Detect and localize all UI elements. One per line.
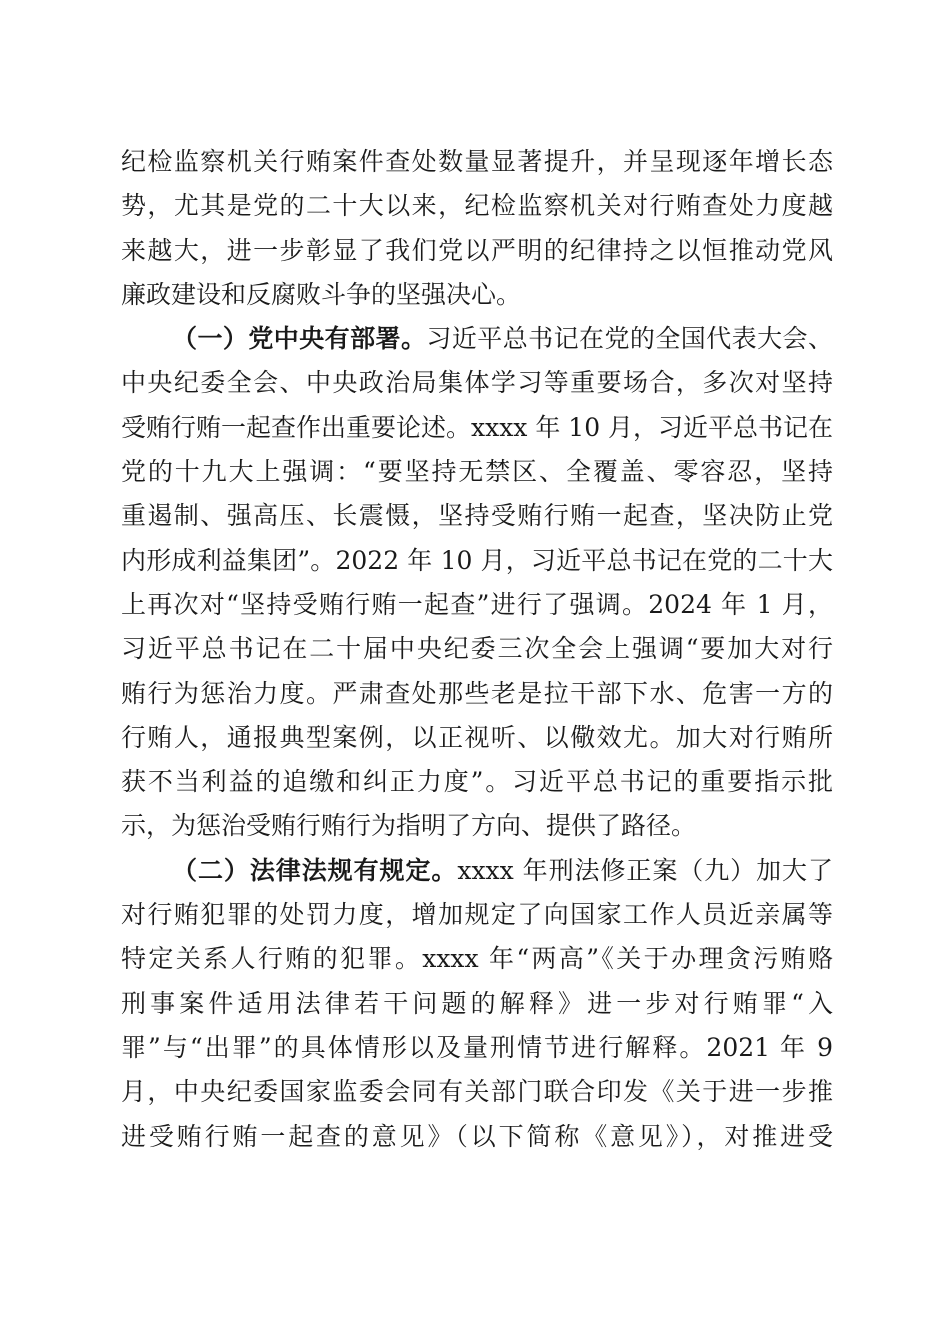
paragraph-laws-regulations: [121, 849, 833, 1159]
text-line: 受贿行贿一起查作出重要论述。xxxx 年 10 月，习近平总书记在: [121, 412, 833, 442]
text-line: 进受贿行贿一起查的意见》（以下简称《意见》），对推进受: [121, 1121, 833, 1151]
text-line: 廉政建设和反腐败斗争的坚强决心。: [121, 279, 522, 309]
text-line: [121, 317, 833, 361]
text-line: 内形成利益集团”。2022 年 10 月，习近平总书记在党的二十大: [121, 545, 833, 575]
text-line: 贿行为惩治力度。严肃查处那些老是拉干部下水、危害一方的: [121, 678, 833, 708]
section-heading-2: （二）法律法规有规定。: [172, 855, 458, 885]
text-line: 示，为惩治受贿行贿行为指明了方向、提供了路径。: [121, 811, 697, 841]
text-line: 对行贿犯罪的处罚力度，增加规定了向国家工作人员近亲属等: [121, 900, 833, 930]
text-line: 月，中央纪委国家监委会同有关部门联合印发《关于进一步推: [121, 1077, 833, 1107]
text-line: 刑事案件适用法律若干问题的解释》进一步对行贿罪“入: [121, 988, 833, 1018]
text-line: 获不当利益的追缴和纠正力度”。习近平总书记的重要指示批: [121, 767, 833, 797]
text-line: 党的十九大上强调：“要坚持无禁区、全覆盖、零容忍，坚持: [121, 457, 833, 487]
text-line: 特定关系人行贿的犯罪。xxxx 年“两高”《关于办理贪污贿赂: [121, 944, 833, 974]
text-line: 重遏制、强高压、长震慑，坚持受贿行贿一起查，坚决防止党: [121, 501, 833, 531]
section-heading-1: （一）党中央有部署。: [172, 324, 427, 354]
text-line: 上再次对“坚持受贿行贿一起查”进行了强调。2024 年 1 月，: [121, 589, 833, 619]
text-line: 来越大，进一步彰显了我们党以严明的纪律持之以恒推动党风: [121, 235, 833, 265]
text-line: 习近平总书记在二十届中央纪委三次全会上强调“要加大对行: [121, 634, 833, 664]
text-run: 习近平总书记在党的全国代表大会、: [426, 324, 833, 354]
text-line: [121, 849, 833, 893]
text-line: 罪”与“出罪”的具体情形以及量刑情节进行解释。2021 年 9: [121, 1032, 833, 1062]
text-line: 纪检监察机关行贿案件查处数量显著提升，并呈现逐年增长态: [121, 147, 833, 176]
document-body: [121, 140, 833, 1159]
text-run: xxxx 年刑法修正案（九）加大了: [457, 855, 833, 885]
text-line: 中央纪委全会、中央政治局集体学习等重要场合，多次对坚持: [121, 368, 833, 398]
paragraph-intro: [121, 140, 833, 317]
text-line: 势，尤其是党的二十大以来，纪检监察机关对行贿查处力度越: [121, 191, 833, 221]
paragraph-central-deployment: [121, 317, 833, 849]
text-line: 行贿人，通报典型案例，以正视听、以儆效尤。加大对行贿所: [121, 722, 833, 752]
